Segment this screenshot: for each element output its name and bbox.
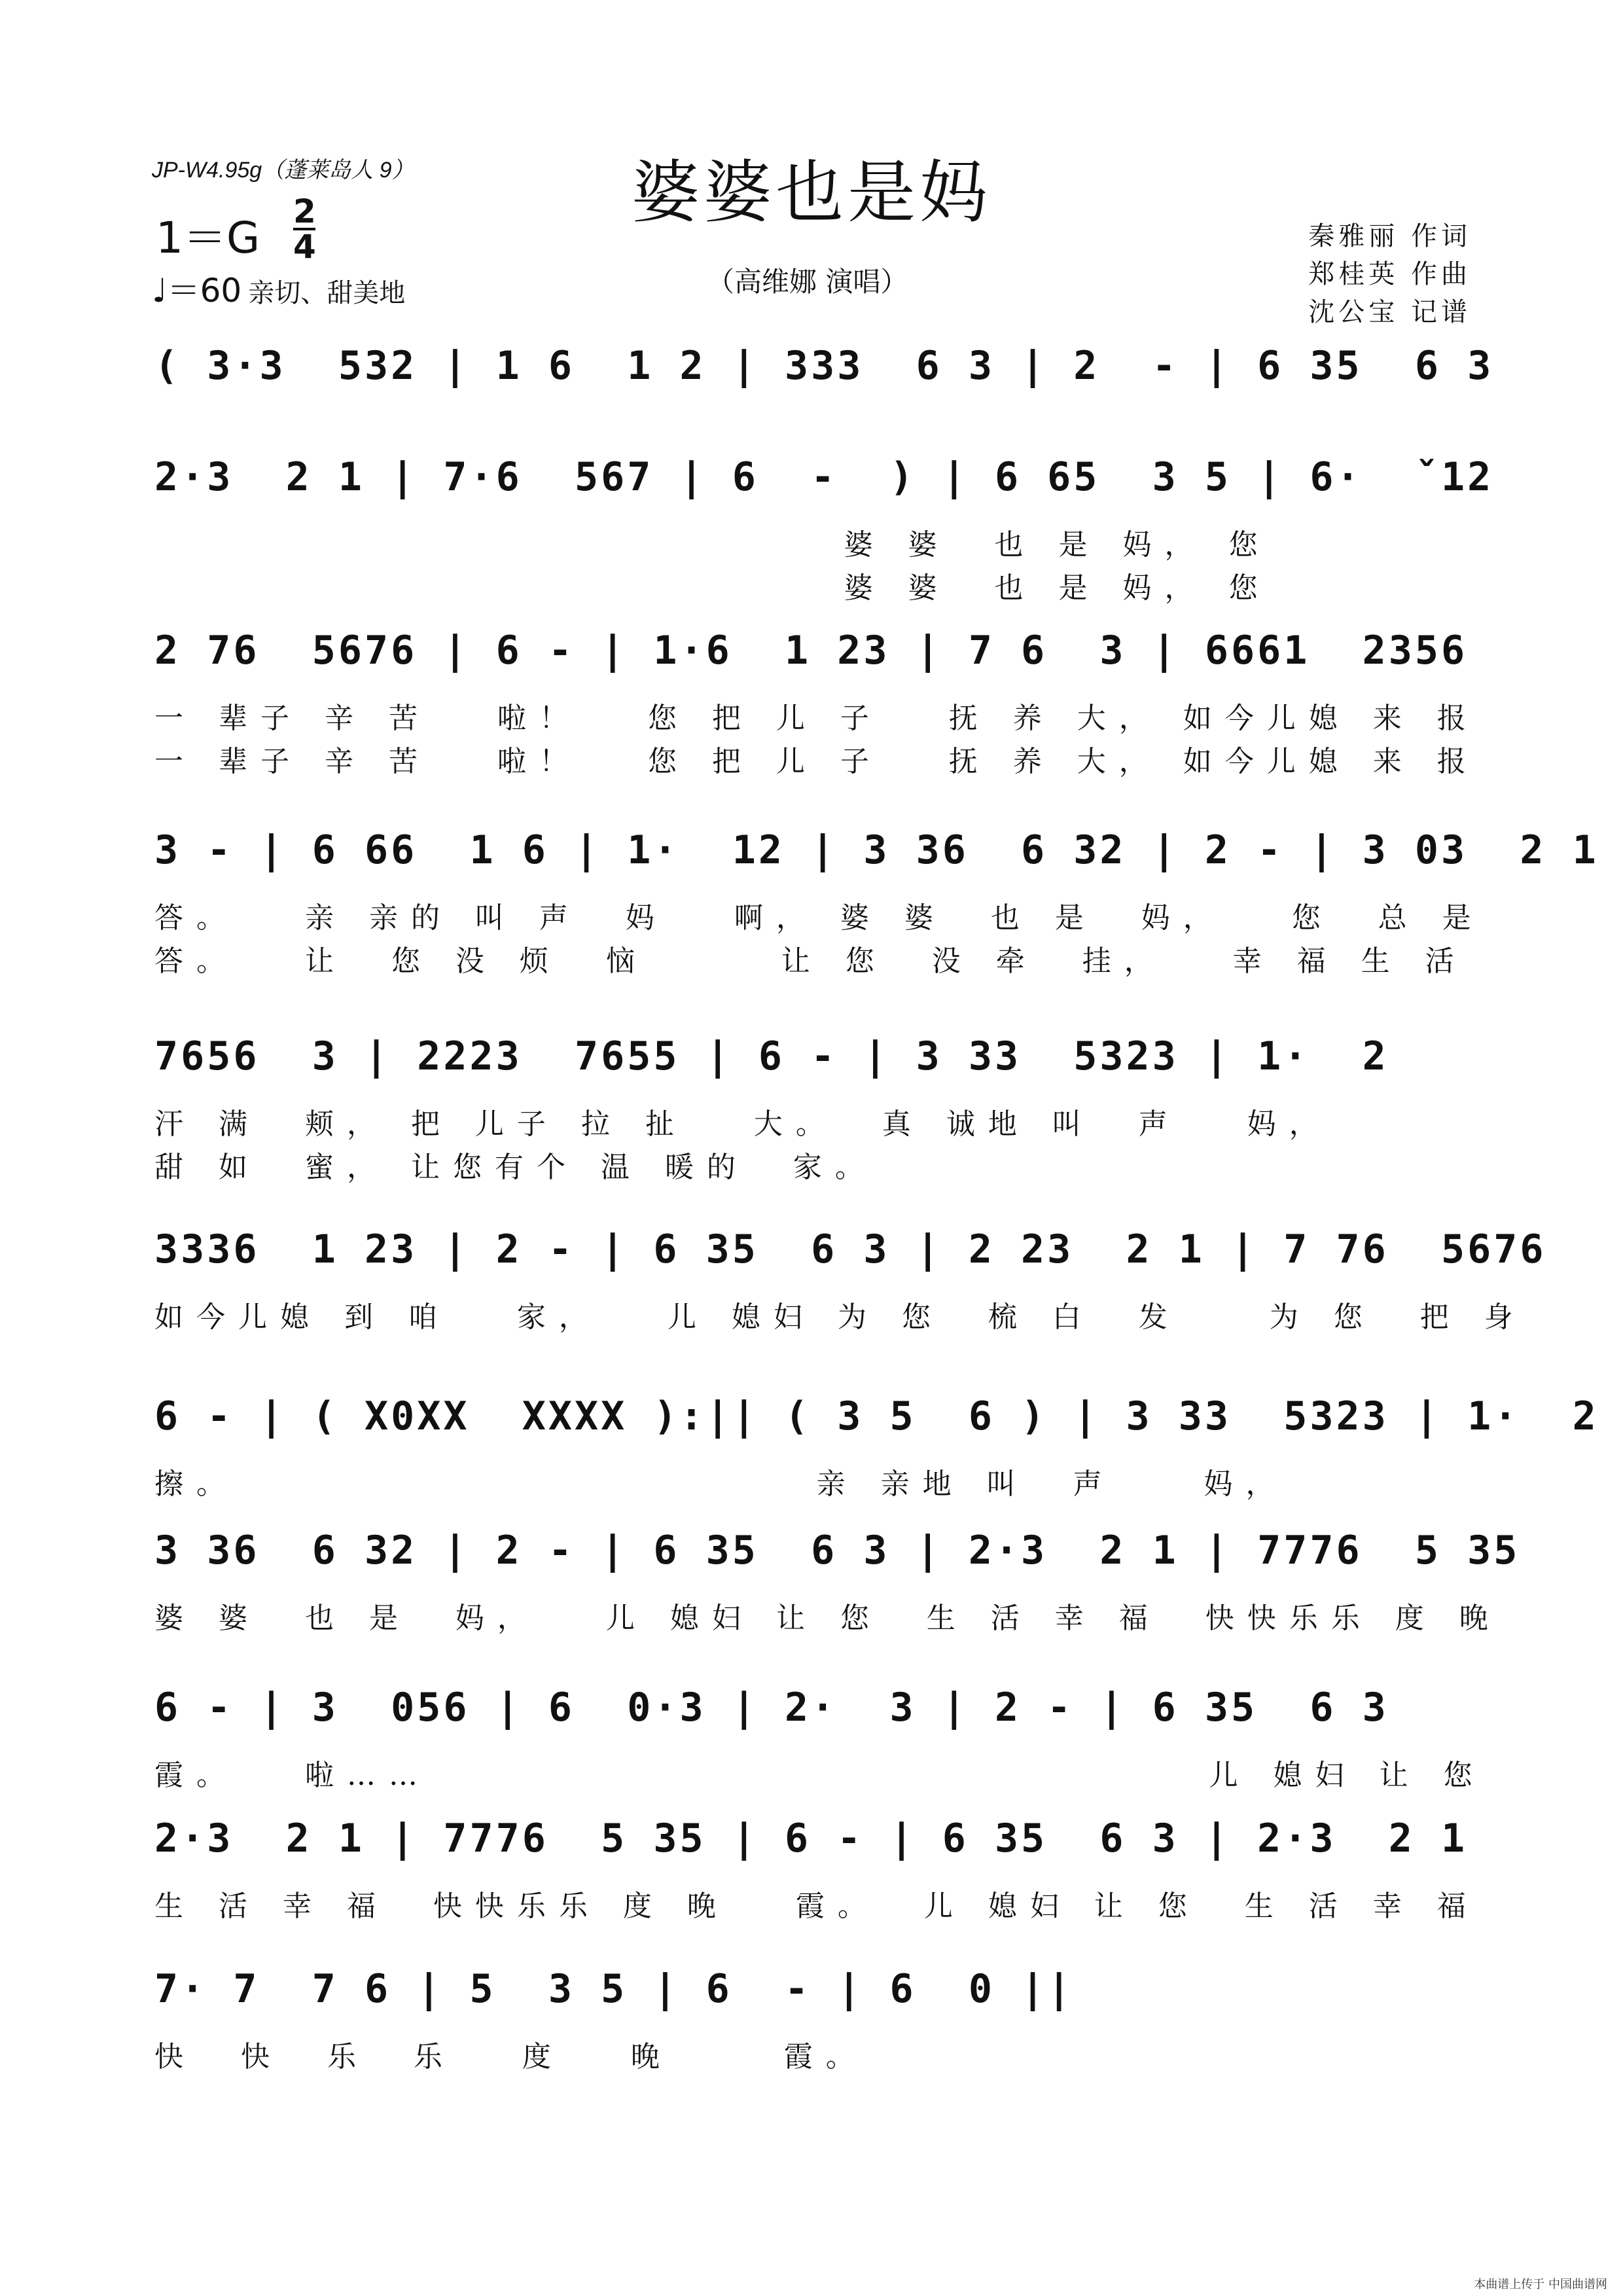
lyric-line-verse-2: 一 辈子 辛 苦 啦！ 您 把 儿 子 抚 养 大， 如今儿媳 来 报 <box>154 745 1479 778</box>
lyricist-credit: 秦雅丽 作词 <box>1308 221 1471 251</box>
score-system <box>154 1217 1546 1374</box>
lyric-line-verse-1: 婆 婆 也 是 妈， 儿 媳妇 让 您 生 活 幸 福 快快乐乐 度 晚 <box>154 1602 1501 1635</box>
score-system <box>154 445 1494 605</box>
notation-line: 2·3 2 1 | 7776 5 35 | 6 - | 6 35 6 3 | 2·3 2 1 <box>154 1816 1468 1861</box>
score-system <box>154 1518 1520 1676</box>
lyric-line-verse-1: 快 快 乐 乐 度 晚 霞。 <box>154 2040 868 2073</box>
footer-note: 本曲谱上传于 中国曲谱网 <box>1474 2278 1607 2291</box>
notation-line: ( 3·3 532 | 1 6 1 2 | 333 6 3 | 2 - | 6 35 6 3 <box>154 343 1494 389</box>
lyric-line-verse-1: 答。 亲 亲的 叫 声 妈 啊， 婆 婆 也 是 妈， 您 总 是 <box>154 901 1484 935</box>
lyric-line-verse-2: 答。 让 您 没 烦 恼 让 您 没 牵 挂， 幸 福 生 活 <box>154 944 1467 978</box>
notation-line: 3 - | 6 66 1 6 | 1· 12 | 3 36 6 32 | 2 - | 3 03 2 1 <box>154 827 1599 873</box>
notation-line: 6 - | ( X0XX XXXX ):|| ( 3 5 6 ) | 3 33 5323 | 1· 2 <box>154 1393 1599 1439</box>
tempo-value: ♩＝60 <box>152 272 242 310</box>
notation-line: 2 76 5676 | 6 - | 1·6 1 23 | 7 6 3 | 6661 2356 <box>154 628 1468 673</box>
notation-line: 3 36 6 32 | 2 - | 6 35 6 3 | 2·3 2 1 | 7776 5 35 <box>154 1528 1520 1573</box>
key-signature: 1＝G <box>156 213 260 263</box>
catalog-number: JP-W4.95g（蓬莱岛人 9） <box>152 158 414 183</box>
score-system <box>154 619 1479 778</box>
notation-line: 7· 7 7 6 | 5 3 5 | 6 - | 6 0 || <box>154 1966 1074 2012</box>
performer-credit: （高维娜 演唱） <box>707 266 908 298</box>
notation-line: 6 - | 3 056 | 6 0·3 | 2· 3 | 2 - | 6 35 6 3 <box>154 1685 1389 1731</box>
score-system <box>154 1024 1476 1184</box>
song-title: 婆婆也是妈 <box>631 152 991 232</box>
lyric-line-verse-1: 生 活 幸 福 快快乐乐 度 晚 霞。 儿 媳妇 让 您 生 活 幸 福 <box>154 1890 1479 1923</box>
lyric-line-verse-1: 汗 满 颊， 把 儿子 拉 扯 大。 真 诚地 叫 声 妈， <box>154 1107 1331 1141</box>
lyric-line-verse-2: 甜 如 蜜， 让您有个 温 暖的 家。 <box>154 1151 877 1184</box>
lyric-line-verse-2 <box>154 1336 1476 1380</box>
notation-line: 3336 1 23 | 2 - | 6 35 6 3 | 2 23 2 1 | 7 76 5676 <box>154 1227 1546 1272</box>
lyric-line-verse-1: 霞。 啦…… 儿 媳妇 让 您 <box>154 1759 1486 1792</box>
lyric-line-verse-1: 婆 婆 也 是 妈， 您 <box>154 528 1271 562</box>
credits-block <box>1308 217 1471 331</box>
lyric-line-verse-2 <box>154 2076 1476 2119</box>
notation-line: 2·3 2 1 | 7·6 567 | 6 - ) | 6 65 3 5 | 6· ˇ12 <box>154 454 1494 500</box>
tempo-expression: 亲切、甜美地 <box>248 278 406 308</box>
lyric-line-verse-1: 如今儿媳 到 咱 家， 儿 媳妇 为 您 梳 白 发 为 您 把 身 <box>154 1300 1526 1334</box>
score-system <box>154 1806 1479 1964</box>
time-sig-bottom: 4 <box>293 228 316 266</box>
score-system <box>154 1384 1599 1541</box>
lyric-line-verse-2: 婆 婆 也 是 妈， 您 <box>154 571 1271 605</box>
tempo-marking <box>152 264 405 312</box>
composer-credit: 郑桂英 作曲 <box>1308 259 1471 289</box>
score-system <box>154 818 1599 978</box>
notation-line: 7656 3 | 2223 7655 | 6 - | 3 33 5323 | 1· 2 <box>154 1033 1389 1079</box>
lyric-line-verse-1: 擦。 亲 亲地 叫 声 妈， <box>154 1467 1288 1501</box>
time-signature <box>293 192 316 266</box>
lyric-line-verse-2 <box>154 1638 1476 1681</box>
transcriber-credit: 沈公宝 记谱 <box>1308 297 1471 327</box>
lyric-line-verse-1: 一 辈子 辛 苦 啦！ 您 把 儿 子 抚 养 大， 如今儿媳 来 报 <box>154 702 1479 735</box>
time-sig-top: 2 <box>293 192 316 230</box>
score-system <box>154 1957 1476 2114</box>
